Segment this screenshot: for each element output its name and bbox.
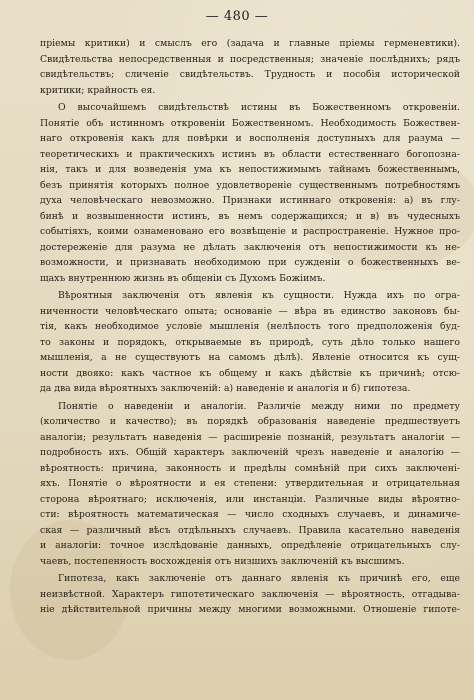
text-line: ниченности человѣческаго опыта; основаніе — вѣра въ единство законовъ бы- <box>40 305 460 317</box>
text-line: свидѣтельствъ; сличеніе свидѣтельствъ. Трудность и пособія исторической <box>40 69 460 80</box>
text-line: Свидѣтельства непосредственныя и посредственныя; значеніе послѣднихъ; рядъ <box>40 53 460 65</box>
body-text <box>40 36 460 618</box>
text-line: пріемы критики) и смыслъ его (задача и главные пріемы герменевтики). <box>40 38 460 49</box>
text-line: Гипотеза, какъ заключеніе отъ даннаго явленія къ причинѣ его, еще <box>58 573 460 584</box>
text-line: щахъ внутреннюю жизнь въ общеніи съ Духомъ Божіимъ. <box>40 272 326 284</box>
text-line: ности двояко: какъ частное къ общему и какъ дѣйствіе къ причинѣ; отсю- <box>40 367 460 379</box>
text-line: неизвѣстной. Характеръ гипотетическаго заключенія — вѣроятность, отгадыва- <box>40 588 460 600</box>
text-line: возможности, и признавать необходимою при сужденіи о божественныхъ ве- <box>40 257 460 268</box>
text-line: событіяхъ, коими ознаменовано его возвѣщеніе и распространеніе. Нужное про- <box>40 226 460 237</box>
text-line: наго откровенія какъ для повѣрки и восполненія доступныхъ для разума — <box>40 133 460 144</box>
text-line: то законы и порядокъ, открываемые въ природѣ, суть дѣло только нашего <box>40 336 460 348</box>
text-line: теоретическихъ и практическихъ истинъ въ области естественнаго богопозна- <box>40 148 460 160</box>
text-line: вѣроятность: причина, законность и предѣлы сомнѣній при сихъ заключені- <box>40 462 460 474</box>
text-line: Понятіе о наведеніи и аналогіи. Различіе между ними по предмету <box>58 400 460 412</box>
text-line: безъ принятія которыхъ полное удовлетвореніе существеннымъ потребностямъ <box>40 179 460 191</box>
text-line: яхъ. Понятіе о вѣроятности и ея степени: утвердительная и отрицательная <box>40 478 460 489</box>
text-line: чаевъ, постепенность восхожденія отъ низшихъ заключеній къ высшимъ. <box>40 555 405 567</box>
text-line: достереженіе для разума не дѣлать заключенія отъ непостижимости къ не- <box>40 241 460 253</box>
text-line: критики; крайность ея. <box>40 84 156 96</box>
text-line: аналогіи; результатъ наведенія — расширеніе познаній, результатъ аналогіи — <box>40 431 460 443</box>
text-line: подробность ихъ. Общій характеръ заключеній чрезъ наведеніе и аналогію — <box>40 447 460 458</box>
text-line: нія, такъ и для возведенія ума къ непостижимымъ тайнамъ божественнымъ, <box>40 164 460 175</box>
text-line: ніе дѣйствительной причины между многими возможными. Отношеніе гипоте- <box>40 604 460 615</box>
paragraph <box>40 571 460 618</box>
text-line: духа человѣческаго невозможно. Признаки истиннаго откровенія: а) въ глу- <box>40 195 460 206</box>
paragraph <box>40 399 460 570</box>
text-line: сти: вѣроятность математическая — число сходныхъ случаевъ, и динамиче- <box>40 509 460 520</box>
text-line: сторона вѣроятнаго; исключенія, или инстанціи. Различные виды вѣроятно- <box>40 493 460 505</box>
text-line: и аналогіи: точное изслѣдованіе данныхъ, опредѣленіе отрицательныхъ слу- <box>40 540 460 551</box>
text-line: да два вида вѣроятныхъ заключеній: а) наведеніе и аналогія и б) гипотеза. <box>40 383 411 394</box>
text-line: мышленія, а не существуютъ на самомъ дѣлѣ). Явленіе относится къ сущ- <box>40 352 460 363</box>
text-line: (количество и качество); въ порядкѣ образованія наведеніе предшествуетъ <box>40 416 460 427</box>
text-line: Вѣроятныя заключенія отъ явленія къ сущности. Нужда ихъ по огра- <box>58 290 460 301</box>
text-line: бинѣ и возвышенности истинъ, въ немъ содержащихся; и в) въ чудесныхъ <box>40 210 460 222</box>
paragraph <box>40 100 460 286</box>
text-line: тія, какъ необходимое условіе мышленія (нелѣпость того предположенія буд- <box>40 321 460 332</box>
page-number: — 480 — <box>205 9 269 24</box>
paragraph <box>40 288 460 397</box>
text-line: ская — различный вѣсъ отдѣльныхъ случаевъ. Правила касательно наведенія <box>40 524 460 536</box>
text-line: О высочайшемъ свидѣтельствѣ истины въ Божественномъ откровеніи. <box>58 102 460 113</box>
paragraph <box>40 36 460 98</box>
text-line: Понятіе объ истинномъ откровеніи Божественномъ. Необходимость Божествен- <box>40 117 460 129</box>
